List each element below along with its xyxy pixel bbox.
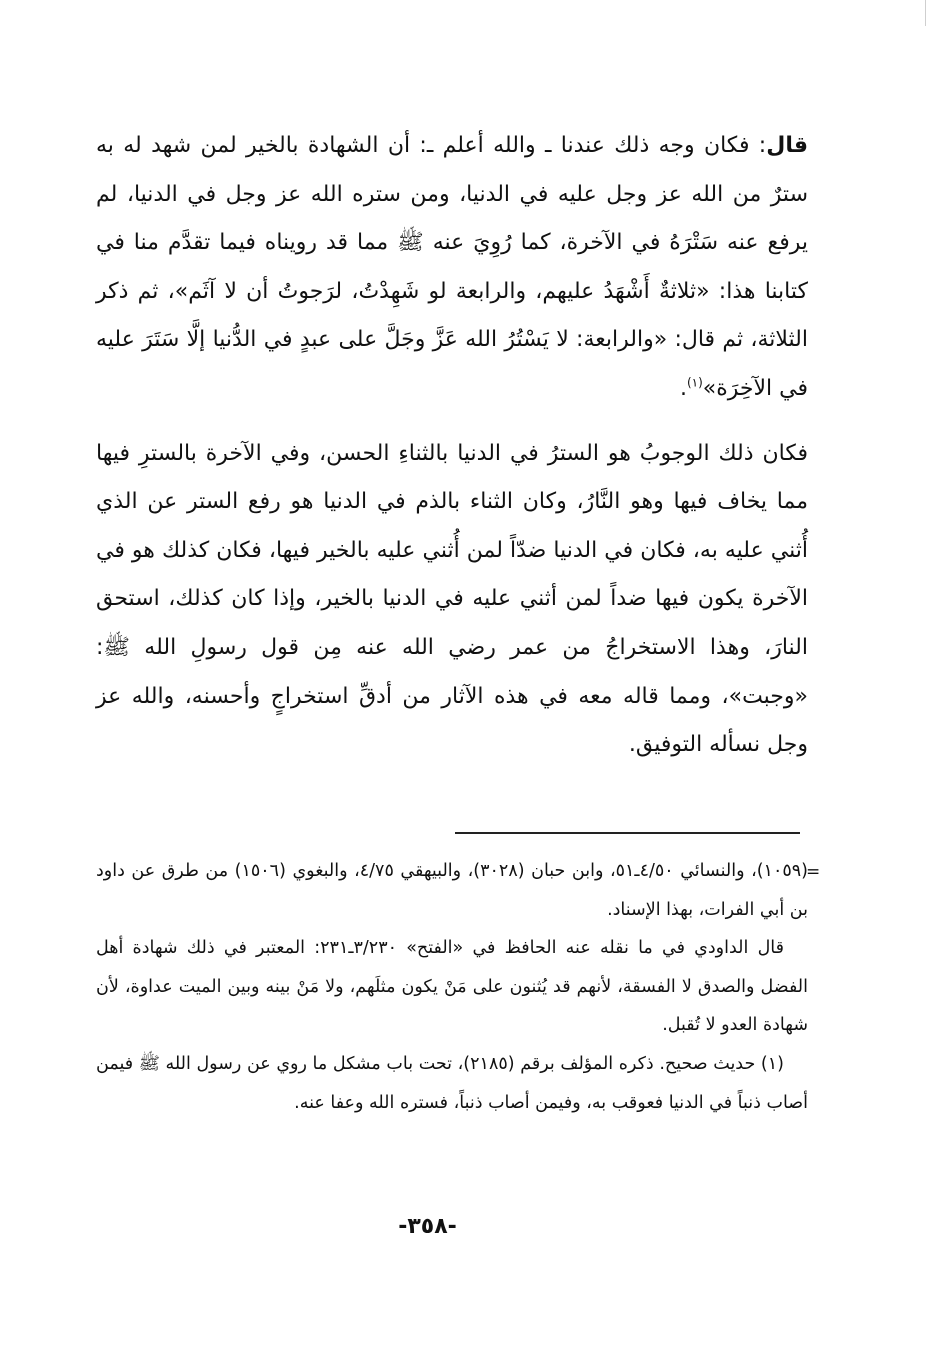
footnote-continuation-line: (١٠٥٩)، والنسائي ٤/٥٠ـ٥١، وابن حبان (٣٠٢٨)، والبيهقي ٤/٧٥، والبغوي (١٥٠٦) من طرق عن داود بن أبي الفرات، بهذا الإسناد.	[96, 861, 808, 920]
footnote-1: (١) حديث صحيح. ذكره المؤلف برقم (٢١٨٥)، تحت باب مشكل ما روي عن رسول الله ﷺ فيمن أصاب ذنباً في الدنيا فعوقب به، وفيمن أصاب ذنباً، فستره الله وعفا عنه.	[96, 1053, 808, 1113]
scan-edge-mark	[925, 0, 926, 26]
footnote-reference-1[interactable]: (١)	[686, 375, 703, 390]
footnote-separator	[455, 832, 800, 834]
paragraph-1	[96, 122, 808, 414]
footnotes-section	[96, 852, 808, 1122]
paragraph-2: فكان ذلك الوجوبُ هو السترُ في الدنيا بالثناءِ الحسن، وفي الآخرة بالسترِ فيها مما يخاف فيها وهو النَّارُ، وكان الثناء بالذم في الدنيا هو رفع الستر عن الذي أُثني عليه به، فكان في الدنيا ضدّاً لمن أُثني عليه بالخير فيها، فكان كذلك هو في الآخرة يكون فيها ضداً لمن أثني عليه في الدنيا بالخير، وإذا كان كذلك، استحق النارَ، وهذا الاستخراجُ من عمر رضي الله عنه مِن قول رسولِ الله ﷺ: «وجبت»، ومما قاله معه في هذه الآثار من أدقِّ استخراجٍ وأحسنه، والله عز وجل نسأله التوفيق.	[96, 440, 808, 758]
footnote-continuation-quote: قال الداودي في ما نقله عنه الحافظ في «الفتح» ٣/٢٣٠ـ٢٣١: المعتبر في ذلك شهادة أهل الفضل والصدق لا الفسقة، لأنهم قد يُثنون على مَنْ يكون مثلَهم، ولا مَنْ بينه وبين الميت عداوة، لأن شهادة العدو لا تُقبل.	[96, 938, 808, 1036]
main-text-body	[96, 122, 808, 770]
paragraph-1-body: : فكان وجه ذلك عندنا ـ والله أعلم ـ: أن الشهادة بالخير لمن شهد له به سترٌ من الله عز وجل عليه في الدنيا، ومن ستره الله عز وجل في الدنيا، لم يرفع عنه سَتْرَهُ في الآخرة، كما رُوِيَ عنه ﷺ مما قد رويناه فيما تقدَّم منا في كتابنا هذا: «ثلاثةٌ أَشْهَدُ عليهم، والرابعة لو شَهِدْتُ، لرَجوتُ أن لا آثَم»، ثم ذكر الثلاثة، ثم قال: «والرابعة: لا يَسْتُرُ الله عَزَّ وجَلَّ على عبدٍ في الدُّنيا إلَّا سَتَرَ عليه في الآخِرَة»	[96, 133, 808, 401]
lead-word-qala: قال	[766, 133, 808, 158]
page-number: -٣٥٨-	[398, 1214, 457, 1239]
footnote-continuation-marker: =	[806, 862, 821, 882]
paragraph-1-end: .	[679, 375, 687, 401]
